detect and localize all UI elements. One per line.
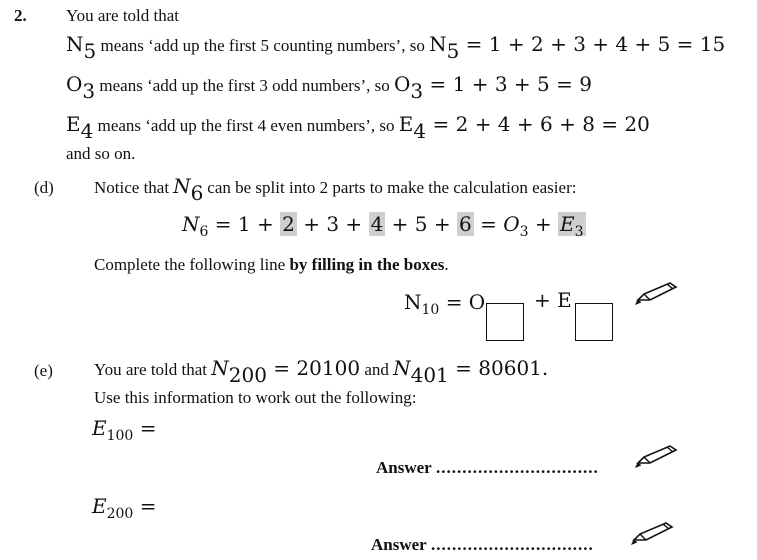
- intro-text: You are told that: [66, 6, 180, 25]
- e100-label: $E_{100}$ =: [92, 416, 157, 444]
- part-d-label: (d): [34, 178, 54, 197]
- def-o3: $O_3$ means ‘add up the first 3 odd numbers’, so $O_3 = 1 + 3 + 5 = 9$: [66, 72, 592, 103]
- part-d-notice: Notice that $N_6$ can be split into 2 parts to make the calculation easier:: [94, 174, 577, 205]
- pencil-icon: [634, 280, 680, 306]
- part-e-use-info: Use this information to work out the following:: [94, 388, 417, 407]
- e-subscript-box[interactable]: [575, 303, 613, 341]
- answer-line-1: Answer ...............................: [376, 458, 599, 477]
- part-e-told: You are told that $N_{200} = 20100$ and $N_{401} = 80601$.: [94, 356, 549, 387]
- e200-label: $E_{200}$ =: [92, 494, 157, 522]
- def-n5: $N_5$ means ‘add up the first 5 counting numbers’, so $N_5 = 1 + 2 + 3 + 4 + 5 = 15$: [66, 32, 726, 63]
- pencil-icon: [630, 520, 676, 546]
- def-e4: $E_4$ means ‘add up the first 4 even numbers’, so $E_4 = 2 + 4 + 6 + 8 = 20$: [66, 112, 650, 143]
- n10-line: $N_{10} = O$: [404, 290, 486, 318]
- o-subscript-box[interactable]: [486, 303, 524, 341]
- n6-equation: $N_6 = 1 + 2 + 3 + 4 + 5 + 6 = O_3 + E_3$: [182, 212, 584, 240]
- answer-line-2: Answer ...............................: [371, 535, 594, 554]
- part-e-label: (e): [34, 361, 53, 380]
- question-number: 2.: [14, 6, 27, 25]
- plus-e: + E: [534, 288, 572, 312]
- and-so-on: and so on.: [66, 144, 136, 163]
- answer-field-1[interactable]: ...............................: [435, 458, 599, 477]
- pencil-icon: [634, 443, 680, 469]
- answer-field-2[interactable]: ...............................: [430, 535, 594, 554]
- part-d-instruction: Complete the following line by filling in the boxes.: [94, 255, 449, 274]
